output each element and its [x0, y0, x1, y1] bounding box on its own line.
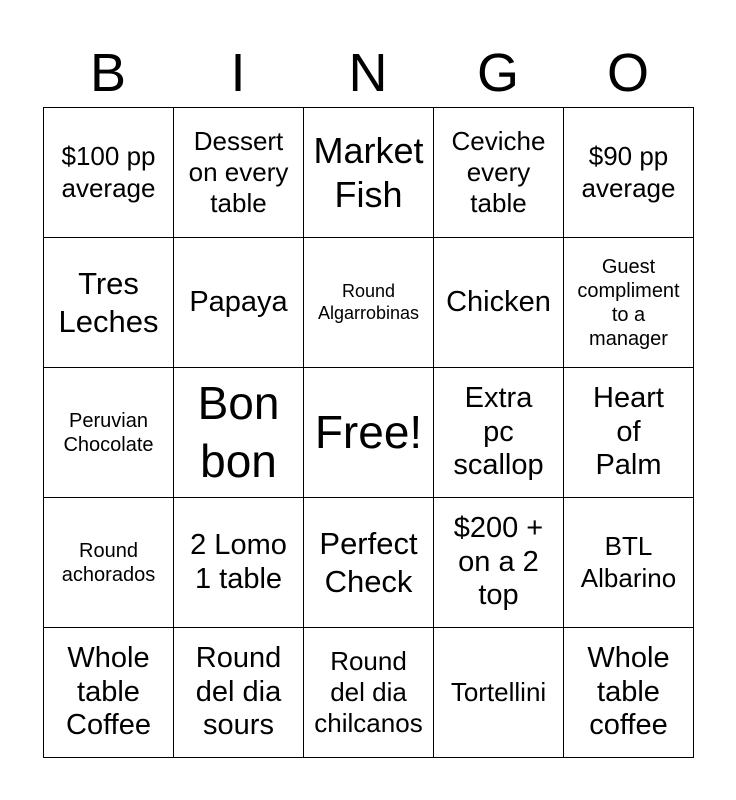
- bingo-header: [43, 38, 693, 108]
- bingo-row: [44, 368, 694, 498]
- bingo-cell[interactable]: $90 pp average: [564, 108, 694, 238]
- header-letter-b: B: [89, 43, 127, 103]
- bingo-cell[interactable]: Dessert on every table: [174, 108, 304, 238]
- bingo-cell[interactable]: Whole table Coffee: [44, 628, 174, 758]
- bingo-row: [44, 238, 694, 368]
- bingo-cell[interactable]: Heart of Palm: [564, 368, 694, 498]
- bingo-cell[interactable]: Guest compliment to a manager: [564, 238, 694, 368]
- header-letter-i: I: [230, 43, 246, 103]
- bingo-card-grid: [43, 107, 694, 758]
- bingo-row: [44, 108, 694, 238]
- bingo-row: [44, 628, 694, 758]
- bingo-row: [44, 498, 694, 628]
- bingo-cell[interactable]: Papaya: [174, 238, 304, 368]
- bingo-cell[interactable]: 2 Lomo 1 table: [174, 498, 304, 628]
- bingo-cell[interactable]: Tres Leches: [44, 238, 174, 368]
- bingo-cell[interactable]: $100 pp average: [44, 108, 174, 238]
- bingo-cell[interactable]: Round achorados: [44, 498, 174, 628]
- bingo-cell[interactable]: Round del dia sours: [174, 628, 304, 758]
- bingo-cell[interactable]: $200 + on a 2 top: [434, 498, 564, 628]
- bingo-cell[interactable]: Round del dia chilcanos: [304, 628, 434, 758]
- bingo-cell[interactable]: Tortellini: [434, 628, 564, 758]
- bingo-cell[interactable]: Extra pc scallop: [434, 368, 564, 498]
- bingo-cell[interactable]: Market Fish: [304, 108, 434, 238]
- header-letter-n: N: [348, 43, 388, 103]
- bingo-cell[interactable]: Chicken: [434, 238, 564, 368]
- bingo-cell[interactable]: Bon bon: [174, 368, 304, 498]
- header-letter-g: G: [476, 43, 519, 103]
- bingo-cell[interactable]: Whole table coffee: [564, 628, 694, 758]
- bingo-cell[interactable]: BTL Albarino: [564, 498, 694, 628]
- free-space-cell[interactable]: Free!: [304, 368, 434, 498]
- header-letter-o: O: [606, 43, 649, 103]
- bingo-cell[interactable]: Peruvian Chocolate: [44, 368, 174, 498]
- bingo-cell[interactable]: Round Algarrobinas: [304, 238, 434, 368]
- bingo-cell[interactable]: Ceviche every table: [434, 108, 564, 238]
- bingo-cell[interactable]: Perfect Check: [304, 498, 434, 628]
